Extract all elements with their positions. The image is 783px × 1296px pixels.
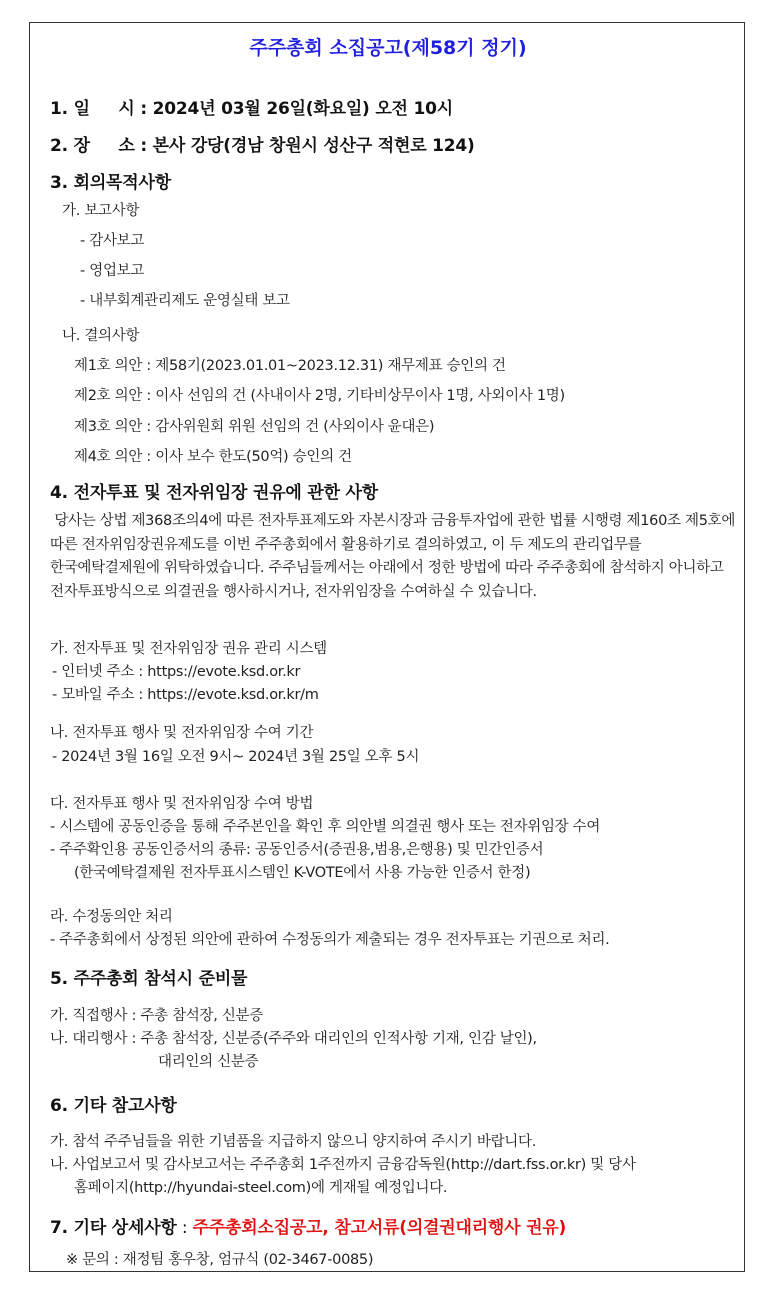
contact-info: ※ 문의 : 재정팀 홍우창, 엄규식 (02-3467-0085) [66, 1252, 374, 1268]
evote-method-item: - 주주확인용 공동인증서의 종류: 공동인증서(증권용,범용,은행용) 및 민간인증서 [50, 842, 544, 858]
report-item: - 영업보고 [80, 263, 145, 279]
notes-heading: 6. 기타 참고사항 [50, 1096, 177, 1116]
details-line [50, 1213, 566, 1238]
agenda-heading: 3. 회의목적사항 [50, 173, 171, 193]
evote-method-note: (한국예탁결제원 전자투표시스템인 K-VOTE에서 사용 가능한 인증서 한정) [74, 865, 531, 881]
report-item: - 감사보고 [80, 233, 145, 249]
details-separator: : [176, 1218, 193, 1238]
preparation-item-cont: 대리인의 신분증 [158, 1054, 259, 1070]
evote-system-heading: 가. 전자투표 및 전자위임장 권유 관리 시스템 [50, 641, 327, 657]
evote-web-address: - 인터넷 주소 : https://evote.ksd.or.kr [52, 664, 301, 680]
meeting-place: 2. 장 소 : 본사 강당(경남 창원시 성산구 적현로 124) [50, 136, 475, 156]
notes-item: 나. 사업보고서 및 감사보고서는 주주총회 1주전까지 금융감독원(http://dart.fss.or.kr) 및 당사 [50, 1157, 636, 1173]
resolution-item: 제2호 의안 : 이사 선임의 건 (사내이사 2명, 기타비상무이사 1명, 사외이사 1명) [74, 388, 565, 404]
notes-item-cont: 홈페이지(http://hyundai-steel.com)에 게재될 예정입니다. [74, 1180, 448, 1196]
report-item: - 내부회계관리제도 운영실태 보고 [80, 293, 290, 309]
evote-method-item: - 시스템에 공동인증을 통해 주주본인을 확인 후 의안별 의결권 행사 또는 전자위임장 수여 [50, 819, 601, 835]
evote-period-heading: 나. 전자투표 행사 및 전자위임장 수여 기간 [50, 725, 314, 741]
evote-mobile-address: - 모바일 주소 : https://evote.ksd.or.kr/m [52, 687, 319, 703]
notice-title: 주주총회 소집공고(제58기 정기) [249, 37, 527, 59]
report-heading: 가. 보고사항 [62, 203, 140, 219]
evote-heading: 4. 전자투표 및 전자위임장 권유에 관한 사항 [50, 483, 378, 503]
resolution-item: 제1호 의안 : 제58기(2023.01.01~2023.12.31) 재무제표 승인의 건 [74, 358, 506, 374]
details-heading: 7. 기타 상세사항 [50, 1218, 177, 1238]
reference-documents-link[interactable]: 참고서류(의결권대리행사 권유) [334, 1218, 567, 1238]
convocation-notice-link[interactable]: 주주총회소집공고 [192, 1218, 323, 1238]
evote-paragraph [50, 510, 743, 604]
preparation-item: 나. 대리행사 : 주총 참석장, 신분증(주주와 대리인의 인적사항 기재, 인감 날인), [50, 1031, 537, 1047]
resolution-heading: 나. 결의사항 [62, 328, 140, 344]
details-comma: , [322, 1218, 335, 1238]
resolution-item: 제3호 의안 : 감사위원회 위원 선임의 건 (사외이사 윤대은) [74, 419, 435, 435]
notice-frame [29, 22, 745, 1272]
amendment-item: - 주주총회에서 상정된 의안에 관하여 수정동의가 제출되는 경우 전자투표는 기권으로 처리. [50, 932, 610, 948]
preparation-item: 가. 직접행사 : 주총 참석장, 신분증 [50, 1008, 263, 1024]
evote-paragraph-text: 당사는 상법 제368조의4에 따른 전자투표제도와 자본시장과 금융투자업에 관한 법률 시행령 제160조 제5호에 따른 전자위임장권유제도를 이번 주주총회에서 활용하기로 결의하였고, 이 두 제도의 관리업무를 한국예탁결제원에 위탁하였습니다. 주주님들께서는 아래에서 정한 방법에 따라 주주총회에 참석하지 아니하고 전자투표방식으로 의결권을 행사하시거나, 전자위임장을 수여하실 수 있습니다. [50, 513, 736, 600]
amendment-heading: 라. 수정동의안 처리 [50, 909, 173, 925]
evote-method-heading: 다. 전자투표 행사 및 전자위임장 수여 방법 [50, 796, 314, 812]
resolution-item: 제4호 의안 : 이사 보수 한도(50억) 승인의 건 [74, 449, 352, 465]
preparation-heading: 5. 주주총회 참석시 준비물 [50, 969, 248, 989]
notes-item: 가. 참석 주주님들을 위한 기념품을 지급하지 않으니 양지하여 주시기 바랍니다. [50, 1134, 537, 1150]
evote-period: - 2024년 3월 16일 오전 9시~ 2024년 3월 25일 오후 5시 [52, 749, 420, 765]
meeting-date: 1. 일 시 : 2024년 03월 26일(화요일) 오전 10시 [50, 99, 453, 119]
